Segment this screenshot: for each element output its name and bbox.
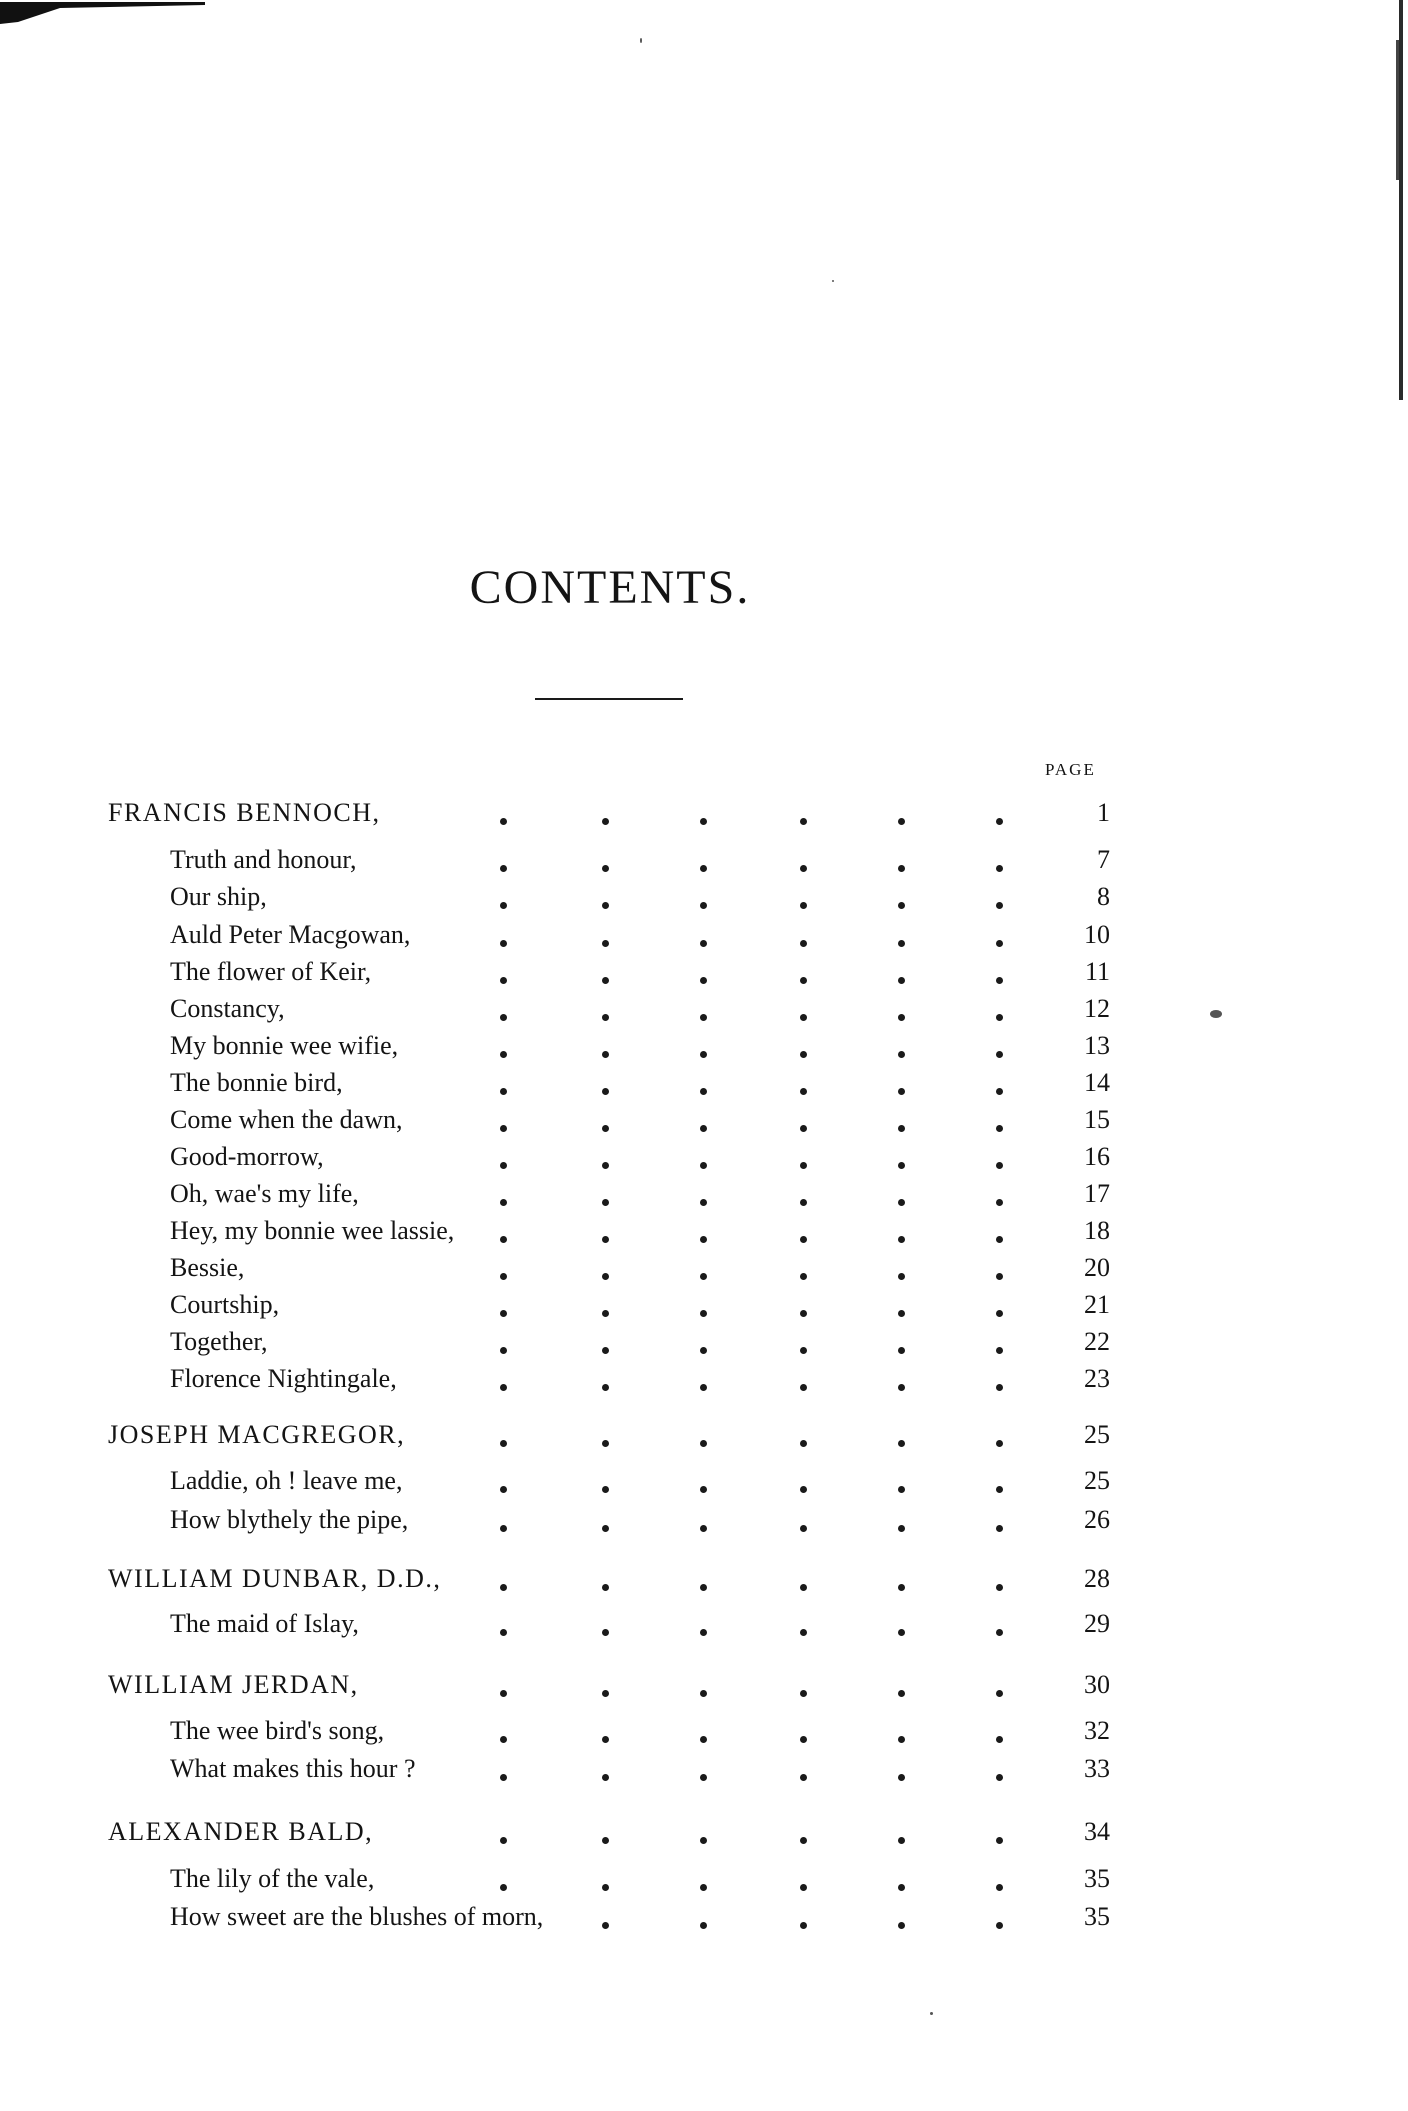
- leader-dot: [500, 1584, 507, 1591]
- toc-poem-entry: [0, 1900, 1408, 1934]
- leader-dot: [500, 1014, 507, 1021]
- author-name: FRANCIS BENNOCH,: [108, 798, 381, 827]
- leader-dot: [898, 1837, 905, 1844]
- leader-dot: [898, 865, 905, 872]
- leader-dot: [898, 1384, 905, 1391]
- leader-dot: [800, 977, 807, 984]
- poem-title: Courtship,: [170, 1290, 280, 1319]
- leader-dot: [700, 1736, 707, 1743]
- leader-dot: [602, 1884, 609, 1891]
- leader-dot: [996, 1125, 1003, 1132]
- leader-dot: [602, 902, 609, 909]
- toc-poem-entry: [0, 1325, 1408, 1359]
- toc-poem-entry: [0, 1066, 1408, 1100]
- leader-dot: [500, 1774, 507, 1781]
- leader-dot: [898, 1273, 905, 1280]
- leader-dot: [996, 1922, 1003, 1929]
- leader-dot: [700, 1236, 707, 1243]
- leader-dot: [602, 1837, 609, 1844]
- leader-dot: [800, 1922, 807, 1929]
- toc-poem-entry: [0, 955, 1408, 989]
- toc-poem-entry: [0, 843, 1408, 877]
- leader-dot: [996, 1088, 1003, 1095]
- leader-dot: [800, 1273, 807, 1280]
- leader-dot: [500, 1125, 507, 1132]
- leader-dot: [602, 865, 609, 872]
- leader-dot: [898, 1162, 905, 1169]
- leader-dot: [996, 1384, 1003, 1391]
- leader-dot: [800, 902, 807, 909]
- leader-dot: [602, 1384, 609, 1391]
- leader-dot: [898, 1884, 905, 1891]
- leader-dot: [602, 1014, 609, 1021]
- toc-poem-entry: [0, 1714, 1408, 1748]
- poem-title: What makes this hour ?: [170, 1754, 416, 1783]
- toc-poem-entry: [0, 1288, 1408, 1322]
- leader-dot: [500, 1199, 507, 1206]
- page-number: 18: [1084, 1216, 1110, 1245]
- leader-dot: [898, 1051, 905, 1058]
- toc-poem-entry: [0, 1752, 1408, 1786]
- leader-dot: [996, 818, 1003, 825]
- page-number: 33: [1084, 1754, 1110, 1783]
- leader-dot: [700, 1347, 707, 1354]
- poem-title: Constancy,: [170, 994, 285, 1023]
- leader-dot: [700, 1837, 707, 1844]
- leader-dot: [500, 1162, 507, 1169]
- page-number: 10: [1084, 920, 1110, 949]
- leader-dot: [700, 1162, 707, 1169]
- leader-dot: [602, 1736, 609, 1743]
- leader-dot: [898, 1347, 905, 1354]
- page-number: 1: [1097, 798, 1110, 827]
- poem-title: The flower of Keir,: [170, 957, 372, 986]
- leader-dot: [898, 1199, 905, 1206]
- leader-dot: [602, 1440, 609, 1447]
- leader-dot: [500, 1690, 507, 1697]
- leader-dot: [800, 1837, 807, 1844]
- leader-dot: [500, 1384, 507, 1391]
- leader-dot: [800, 1884, 807, 1891]
- leader-dot: [700, 865, 707, 872]
- leader-dot: [996, 902, 1003, 909]
- leader-dot: [700, 940, 707, 947]
- leader-dot: [800, 1125, 807, 1132]
- leader-dot: [996, 940, 1003, 947]
- leader-dot: [996, 1310, 1003, 1317]
- toc-author-entry: [0, 1418, 1408, 1452]
- leader-dot: [996, 1629, 1003, 1636]
- leader-dot: [602, 1690, 609, 1697]
- leader-dot: [700, 1922, 707, 1929]
- page-number: 7: [1097, 845, 1110, 874]
- author-name: WILLIAM JERDAN,: [108, 1670, 359, 1699]
- leader-dot: [500, 940, 507, 947]
- page-title: CONTENTS.: [469, 561, 751, 614]
- leader-dot: [800, 1014, 807, 1021]
- poem-title: The bonnie bird,: [170, 1068, 343, 1097]
- leader-dot: [800, 1736, 807, 1743]
- leader-dot: [602, 1273, 609, 1280]
- leader-dot: [898, 1584, 905, 1591]
- page-number: 22: [1084, 1327, 1110, 1356]
- toc-poem-entry: [0, 1503, 1408, 1537]
- leader-dot: [700, 1690, 707, 1697]
- leader-dot: [996, 1774, 1003, 1781]
- poem-title: Florence Nightingale,: [170, 1364, 397, 1393]
- poem-title: Our ship,: [170, 882, 267, 911]
- leader-dot: [996, 1884, 1003, 1891]
- leader-dot: [898, 818, 905, 825]
- leader-dot: [800, 1310, 807, 1317]
- author-name: WILLIAM DUNBAR, D.D.,: [108, 1564, 442, 1593]
- leader-dot: [602, 1236, 609, 1243]
- author-name: JOSEPH MACGREGOR,: [108, 1420, 406, 1449]
- leader-dot: [996, 1014, 1003, 1021]
- leader-dot: [500, 1837, 507, 1844]
- leader-dot: [602, 1310, 609, 1317]
- leader-dot: [996, 1440, 1003, 1447]
- leader-dot: [700, 1774, 707, 1781]
- page-number: 25: [1084, 1466, 1110, 1495]
- leader-dot: [602, 1347, 609, 1354]
- poem-title: The maid of Islay,: [170, 1609, 359, 1638]
- leader-dot: [700, 1525, 707, 1532]
- poem-title: How sweet are the blushes of morn,: [170, 1902, 544, 1931]
- leader-dot: [700, 1051, 707, 1058]
- leader-dot: [700, 1088, 707, 1095]
- toc-author-entry: [0, 1562, 1408, 1596]
- leader-dot: [700, 1273, 707, 1280]
- leader-dot: [602, 818, 609, 825]
- leader-dot: [800, 940, 807, 947]
- page-number: 11: [1084, 957, 1110, 986]
- leader-dot: [700, 1384, 707, 1391]
- leader-dot: [996, 1584, 1003, 1591]
- toc-poem-entry: [0, 1362, 1408, 1396]
- toc-poem-entry: [0, 1029, 1408, 1063]
- toc-poem-entry: [0, 1214, 1408, 1248]
- leader-dot: [996, 1837, 1003, 1844]
- page-number: 35: [1084, 1864, 1110, 1893]
- leader-dot: [800, 1347, 807, 1354]
- toc-poem-entry: [0, 992, 1408, 1026]
- poem-title: Come when the dawn,: [170, 1105, 403, 1134]
- page-number: 17: [1084, 1179, 1110, 1208]
- page-number: 12: [1084, 994, 1110, 1023]
- leader-dot: [602, 1486, 609, 1493]
- leader-dot: [602, 1162, 609, 1169]
- page-number: 13: [1084, 1031, 1110, 1060]
- leader-dot: [500, 1629, 507, 1636]
- leader-dot: [898, 1440, 905, 1447]
- leader-dot: [800, 865, 807, 872]
- toc-poem-entry: [0, 1464, 1408, 1498]
- leader-dot: [602, 1629, 609, 1636]
- leader-dot: [898, 1125, 905, 1132]
- leader-dot: [996, 977, 1003, 984]
- leader-dot: [898, 1014, 905, 1021]
- leader-dot: [996, 1199, 1003, 1206]
- poem-title: How blythely the pipe,: [170, 1505, 409, 1534]
- leader-dot: [800, 1236, 807, 1243]
- leader-dot: [700, 1014, 707, 1021]
- toc-poem-entry: [0, 1862, 1408, 1896]
- leader-dot: [602, 1088, 609, 1095]
- leader-dot: [500, 1088, 507, 1095]
- leader-dot: [500, 1051, 507, 1058]
- leader-dot: [996, 1736, 1003, 1743]
- toc-poem-entry: [0, 1607, 1408, 1641]
- leader-dot: [500, 1486, 507, 1493]
- leader-dot: [602, 1051, 609, 1058]
- leader-dot: [898, 1629, 905, 1636]
- leader-dot: [898, 1486, 905, 1493]
- leader-dot: [602, 977, 609, 984]
- toc-author-entry: [0, 796, 1408, 830]
- leader-dot: [700, 1584, 707, 1591]
- page-number: 32: [1084, 1716, 1110, 1745]
- leader-dot: [898, 902, 905, 909]
- page-number: 14: [1084, 1068, 1110, 1097]
- leader-dot: [898, 1310, 905, 1317]
- leader-dot: [996, 1162, 1003, 1169]
- leader-dot: [500, 1525, 507, 1532]
- leader-dot: [800, 1584, 807, 1591]
- dust-speck: [832, 280, 834, 282]
- poem-title: Bessie,: [170, 1253, 245, 1282]
- leader-dot: [500, 1736, 507, 1743]
- leader-dot: [898, 1088, 905, 1095]
- page-number: 21: [1084, 1290, 1110, 1319]
- leader-dot: [800, 1384, 807, 1391]
- leader-dot: [996, 1051, 1003, 1058]
- leader-dot: [996, 1347, 1003, 1354]
- leader-dot: [700, 1440, 707, 1447]
- leader-dot: [800, 1690, 807, 1697]
- page-number: 26: [1084, 1505, 1110, 1534]
- dust-speck: [640, 38, 642, 43]
- leader-dot: [602, 1774, 609, 1781]
- leader-dot: [500, 1440, 507, 1447]
- poem-title: Good-morrow,: [170, 1142, 324, 1171]
- leader-dot: [602, 1922, 609, 1929]
- leader-dot: [500, 902, 507, 909]
- leader-dot: [800, 1486, 807, 1493]
- poem-title: The lily of the vale,: [170, 1864, 375, 1893]
- page-number: 30: [1084, 1670, 1110, 1699]
- leader-dot: [800, 1088, 807, 1095]
- page-number: 34: [1084, 1817, 1110, 1846]
- page-edge-shadow-icon: [1388, 0, 1408, 400]
- leader-dot: [898, 1236, 905, 1243]
- leader-dot: [800, 1440, 807, 1447]
- leader-dot: [500, 865, 507, 872]
- leader-dot: [996, 1690, 1003, 1697]
- toc-poem-entry: [0, 1140, 1408, 1174]
- leader-dot: [700, 902, 707, 909]
- page-number: 15: [1084, 1105, 1110, 1134]
- leader-dot: [996, 865, 1003, 872]
- leader-dot: [700, 1884, 707, 1891]
- poem-title: Oh, wae's my life,: [170, 1179, 359, 1208]
- poem-title: Auld Peter Macgowan,: [170, 920, 411, 949]
- leader-dot: [996, 1486, 1003, 1493]
- dust-speck: [930, 2012, 933, 2015]
- leader-dot: [700, 1310, 707, 1317]
- leader-dot: [602, 940, 609, 947]
- ink-smudge-icon: [0, 0, 210, 26]
- leader-dot: [500, 1347, 507, 1354]
- leader-dot: [996, 1273, 1003, 1280]
- leader-dot: [500, 977, 507, 984]
- leader-dot: [800, 1162, 807, 1169]
- toc-poem-entry: [0, 918, 1408, 952]
- page-column-heading: PAGE: [1045, 760, 1096, 779]
- toc-poem-entry: [0, 1103, 1408, 1137]
- leader-dot: [602, 1525, 609, 1532]
- page-number: 29: [1084, 1609, 1110, 1638]
- leader-dot: [898, 1774, 905, 1781]
- leader-dot: [898, 1690, 905, 1697]
- page-number: 35: [1084, 1902, 1110, 1931]
- dust-speck: [1210, 1010, 1222, 1018]
- leader-dot: [800, 818, 807, 825]
- leader-dot: [500, 818, 507, 825]
- leader-dot: [996, 1236, 1003, 1243]
- page-number: 20: [1084, 1253, 1110, 1282]
- leader-dot: [898, 1736, 905, 1743]
- poem-title: My bonnie wee wifie,: [170, 1031, 399, 1060]
- leader-dot: [602, 1199, 609, 1206]
- leader-dot: [602, 1584, 609, 1591]
- leader-dot: [800, 1774, 807, 1781]
- leader-dot: [800, 1629, 807, 1636]
- leader-dot: [800, 1199, 807, 1206]
- title-divider: [535, 698, 683, 700]
- leader-dot: [500, 1236, 507, 1243]
- page-number: 25: [1084, 1420, 1110, 1449]
- leader-dot: [500, 1310, 507, 1317]
- leader-dot: [700, 1125, 707, 1132]
- page-number: 8: [1097, 882, 1110, 911]
- leader-dot: [898, 977, 905, 984]
- toc-author-entry: [0, 1815, 1408, 1849]
- toc-author-entry: [0, 1668, 1408, 1702]
- leader-dot: [898, 940, 905, 947]
- page-number: 28: [1084, 1564, 1110, 1593]
- toc-poem-entry: [0, 1177, 1408, 1211]
- leader-dot: [800, 1525, 807, 1532]
- leader-dot: [800, 1051, 807, 1058]
- poem-title: Hey, my bonnie wee lassie,: [170, 1216, 455, 1245]
- leader-dot: [700, 1629, 707, 1636]
- leader-dot: [700, 1199, 707, 1206]
- leader-dot: [700, 977, 707, 984]
- leader-dot: [898, 1922, 905, 1929]
- leader-dot: [996, 1525, 1003, 1532]
- leader-dot: [700, 1486, 707, 1493]
- leader-dot: [500, 1884, 507, 1891]
- leader-dot: [500, 1273, 507, 1280]
- toc-poem-entry: [0, 1251, 1408, 1285]
- leader-dot: [898, 1525, 905, 1532]
- poem-title: Laddie, oh ! leave me,: [170, 1466, 403, 1495]
- page-number: 16: [1084, 1142, 1110, 1171]
- toc-poem-entry: [0, 880, 1408, 914]
- page-number: 23: [1084, 1364, 1110, 1393]
- leader-dot: [602, 1125, 609, 1132]
- leader-dot: [700, 818, 707, 825]
- author-name: ALEXANDER BALD,: [108, 1817, 374, 1846]
- poem-title: Together,: [170, 1327, 268, 1356]
- poem-title: The wee bird's song,: [170, 1716, 385, 1745]
- poem-title: Truth and honour,: [170, 845, 357, 874]
